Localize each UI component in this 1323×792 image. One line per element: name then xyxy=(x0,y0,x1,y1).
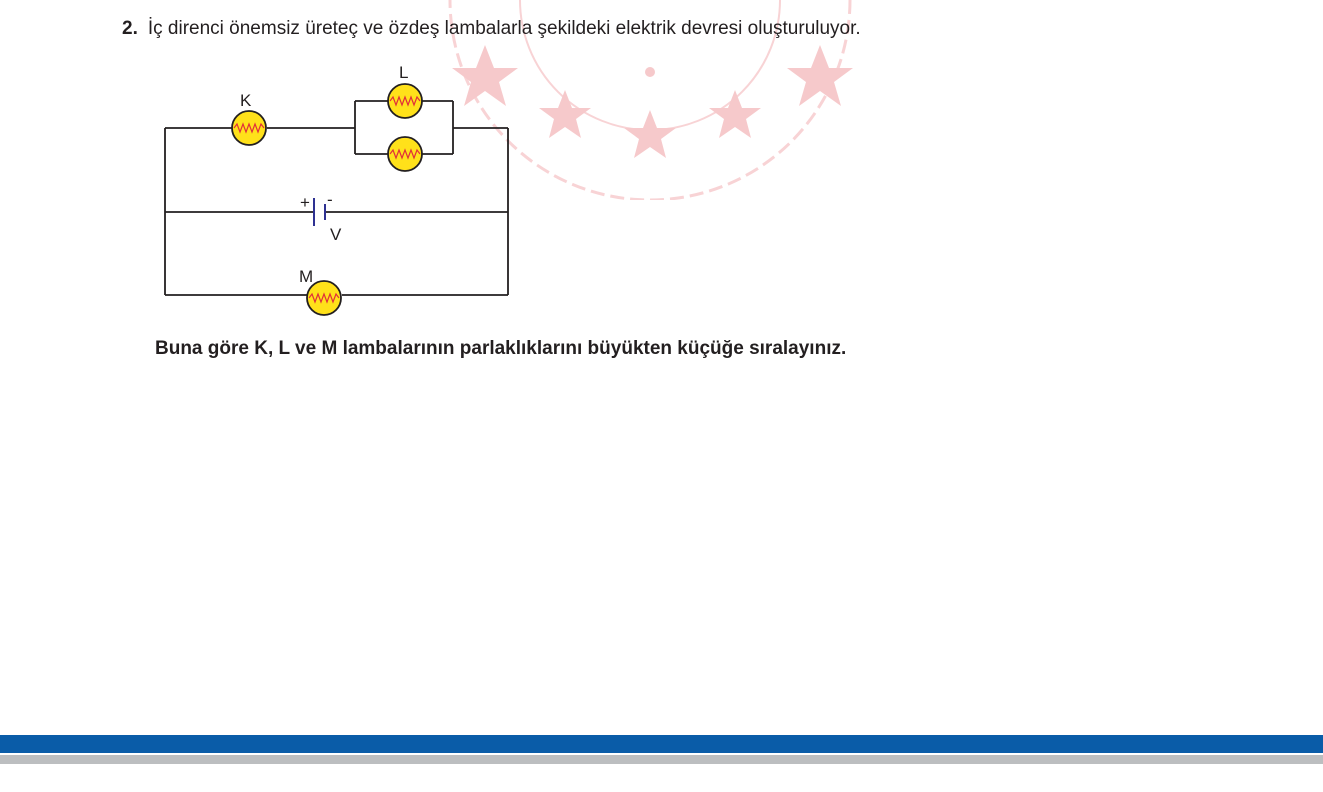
lamp-l-label: L xyxy=(399,63,409,82)
question-text: İç direnci önemsiz üreteç ve özdeş lambalarla şekildeki elektrik devresi oluşturuluyor. xyxy=(147,18,861,39)
lamp-k xyxy=(232,91,266,145)
question-line xyxy=(122,18,861,40)
lamp-k-label: K xyxy=(240,91,252,110)
lamp-m xyxy=(299,267,341,315)
lamp-l-bottom xyxy=(388,137,422,171)
footer-gray-bar xyxy=(0,755,1323,764)
footer-blue-bar xyxy=(0,735,1323,753)
question-number: 2. xyxy=(122,18,138,39)
question-prompt: Buna göre K, L ve M lambalarının parlaklıklarını büyükten küçüğe sıralayınız. xyxy=(155,338,847,359)
lamp-m-label: M xyxy=(299,267,314,286)
circuit-diagram xyxy=(150,58,530,320)
battery-symbol xyxy=(300,190,342,244)
battery-voltage-label: V xyxy=(330,225,342,244)
lamp-l-top xyxy=(388,63,422,118)
battery-minus-label: - xyxy=(327,190,333,209)
battery-plus-label: + xyxy=(300,193,310,212)
